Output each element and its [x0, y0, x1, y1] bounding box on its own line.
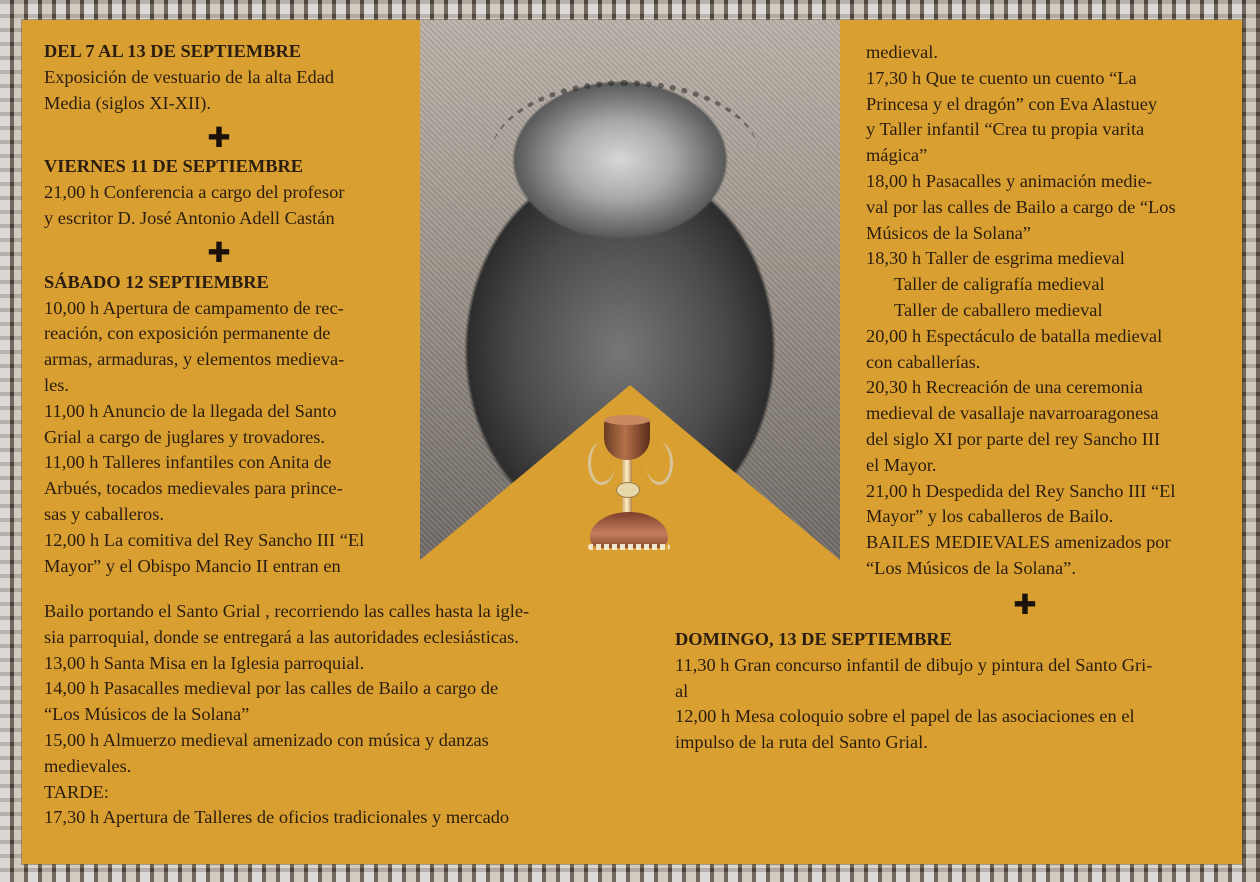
program-line: medievales.	[44, 755, 132, 776]
sunday-section	[675, 627, 1225, 756]
program-line: y escritor D. José Antonio Adell Castán	[44, 207, 335, 228]
grail-cup	[604, 420, 650, 460]
program-line: “Los Músicos de la Solana”.	[866, 557, 1076, 578]
program-line: Grial a cargo de juglares y trovadores.	[44, 426, 326, 447]
program-line: impulso de la ruta del Santo Grial.	[675, 732, 928, 753]
program-line: Taller de caligrafía medieval	[894, 274, 1105, 295]
section-heading: VIERNES 11 DE SEPTIEMBRE	[44, 156, 304, 177]
program-line: mágica”	[866, 145, 928, 166]
program-line: sia parroquial, donde se entregará a las autoridades eclesiásticas.	[44, 626, 519, 647]
program-line: 13,00 h Santa Misa en la Iglesia parroquial.	[44, 652, 365, 673]
program-line: 20,00 h Espectáculo de batalla medieval	[866, 325, 1163, 346]
program-line: reación, con exposición permanente de	[44, 323, 331, 344]
program-line: el Mayor.	[866, 454, 937, 475]
program-line: val por las calles de Bailo a cargo de “Los	[866, 196, 1176, 217]
program-line: Bailo portando el Santo Grial , recorriendo las calles hasta la igle-	[44, 601, 530, 621]
program-line: 12,00 h Mesa coloquio sobre el papel de las asociaciones en el	[675, 706, 1135, 727]
program-line: 17,30 h Que te cuento un cuento “La	[866, 67, 1137, 88]
program-line: les.	[44, 374, 70, 395]
program-line: medieval de vasallaje navarroaragonesa	[866, 403, 1159, 424]
left-column	[44, 39, 394, 579]
program-line: Taller de caballero medieval	[894, 299, 1103, 320]
program-line: 17,30 h Apertura de Talleres de oficios tradicionales y mercado	[44, 807, 510, 828]
left-column-wide	[44, 599, 589, 831]
program-line: armas, armaduras, y elementos medieva-	[44, 349, 345, 370]
program-line: y Taller infantil “Crea tu propia varita	[866, 119, 1145, 140]
program-line: 11,00 h Talleres infantiles con Anita de	[44, 452, 332, 473]
program-line: 10,00 h Apertura de campamento de rec-	[44, 297, 344, 318]
program-line: “Los Músicos de la Solana”	[44, 704, 250, 725]
section-heading: SÁBADO 12 SEPTIEMBRE	[44, 271, 269, 292]
program-line: 20,30 h Recreación de una ceremonia	[866, 377, 1143, 398]
plus-separator: ✚	[207, 121, 231, 155]
program-line: 11,00 h Anuncio de la llegada del Santo	[44, 400, 337, 421]
program-line: Músicos de la Solana”	[866, 222, 1031, 243]
program-line: 12,00 h La comitiva del Rey Sancho III “El	[44, 529, 365, 550]
program-line: TARDE:	[44, 781, 109, 802]
program-line: del siglo XI por parte del rey Sancho III	[866, 428, 1161, 449]
program-line: con caballerías.	[866, 351, 981, 372]
plus-separator: ✚	[207, 235, 231, 269]
program-line: Mayor” y los caballeros de Bailo.	[866, 506, 1114, 527]
program-line: BAILES MEDIEVALES amenizados por	[866, 532, 1171, 553]
holy-grail-illustration	[582, 420, 677, 555]
plus-separator: ✚	[1013, 588, 1037, 621]
program-line: 21,00 h Conferencia a cargo del profesor	[44, 182, 345, 203]
program-line: al	[675, 680, 689, 701]
helmet-rivets	[490, 80, 760, 236]
program-line: Media (siglos XI-XII).	[44, 92, 212, 113]
program-line: 15,00 h Almuerzo medieval amenizado con música y danzas	[44, 729, 489, 750]
program-line: 11,30 h Gran concurso infantil de dibujo y pintura del Santo Gri-	[675, 654, 1153, 675]
program-line: 18,00 h Pasacalles y animación medie-	[866, 170, 1152, 191]
grail-knob	[616, 482, 640, 498]
program-line: sas y caballeros.	[44, 503, 165, 524]
section-heading: DEL 7 AL 13 DE SEPTIEMBRE	[44, 41, 302, 61]
program-line: Arbués, tocados medievales para prince-	[44, 478, 343, 499]
grail-base	[590, 512, 668, 548]
program-line: Exposición de vestuario de la alta Edad	[44, 66, 335, 87]
section-heading: DOMINGO, 13 DE SEPTIEMBRE	[675, 629, 952, 649]
grail-beads	[588, 544, 670, 550]
program-line: 21,00 h Despedida del Rey Sancho III “El	[866, 480, 1176, 501]
program-line: 18,30 h Taller de esgrima medieval	[866, 248, 1125, 269]
grail-handle-right	[646, 442, 673, 485]
right-column	[866, 40, 1218, 582]
program-line: 14,00 h Pasacalles medieval por las calles de Bailo a cargo de	[44, 678, 499, 699]
program-line: Mayor” y el Obispo Mancio II entran en	[44, 555, 341, 576]
program-line: Princesa y el dragón” con Eva Alastuey	[866, 93, 1158, 114]
program-line: medieval.	[866, 42, 939, 62]
